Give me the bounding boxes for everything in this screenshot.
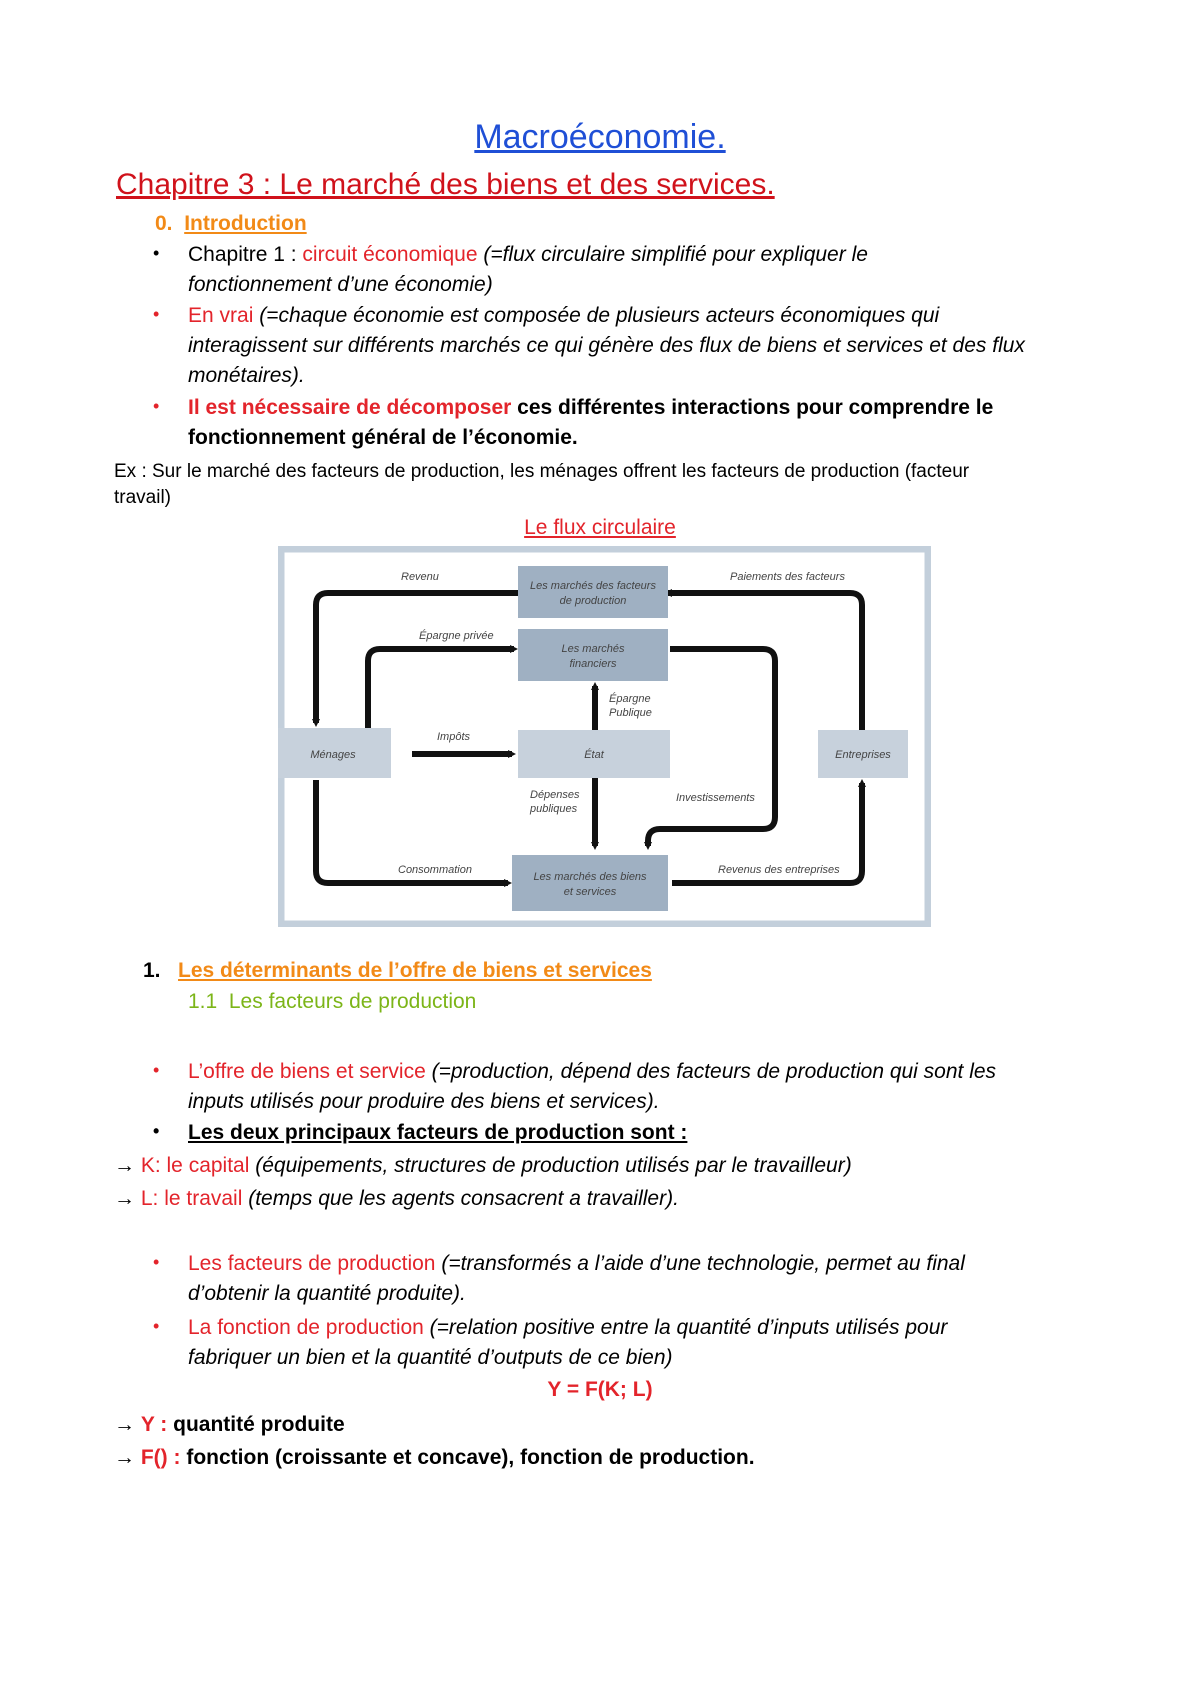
production-formula: Y = F(K; L) (547, 1378, 653, 1401)
label-revenus-entreprises: Revenus des entreprises (718, 864, 840, 876)
bullet-text: (=transformés a l’aide d’une technologie, permet au final (435, 1252, 965, 1275)
box-state (518, 730, 670, 778)
bullet-term: Les facteurs de production (188, 1252, 436, 1275)
intro-number: 0. (155, 212, 173, 235)
bullet-term: Il est nécessaire de décomposer (188, 396, 512, 419)
bullet-term: circuit économique (302, 243, 478, 266)
box-goods-markets (512, 855, 668, 911)
intro-bullet-3 (188, 393, 993, 453)
box-label: financiers (569, 658, 617, 670)
f-term: F() : (140, 1446, 181, 1469)
section1-heading-text: Les déterminants de l’offre de biens et services (178, 959, 652, 982)
box-label: de production (559, 595, 627, 607)
label-epargne-publique: Épargne (609, 693, 651, 705)
bullet-text: (=flux circulaire simplifié pour expliquer le (477, 243, 868, 266)
label-investissements: Investissements (676, 792, 755, 804)
arrow-icon: → (114, 1413, 141, 1436)
bullet-text: monétaires). (188, 364, 305, 387)
label-revenu: Revenu (401, 571, 439, 583)
box-label: Ménages (310, 749, 356, 761)
box-label: Les marchés des biens (533, 871, 647, 883)
bullet-text: fabriquer un bien et la quantité d’outputs de ce bien) (188, 1346, 673, 1369)
y-definition (114, 1410, 345, 1440)
arrow-icon: → (114, 1446, 141, 1469)
bullet-icon: • (153, 243, 160, 263)
box-firms (818, 730, 908, 778)
label-paiements: Paiements des facteurs (730, 571, 845, 583)
example-text: Ex : Sur le marché des facteurs de production, les ménages offrent les facteurs de production (facteur travail) (114, 461, 970, 508)
arrow-icon: → (114, 1154, 141, 1177)
label-impots: Impôts (437, 731, 471, 743)
bullet-icon: • (153, 304, 160, 324)
bullet-lead: Chapitre 1 : (188, 243, 303, 266)
box-label: Les marchés des facteurs (530, 580, 656, 592)
bullet-icon: • (153, 396, 160, 416)
bullet-icon: • (153, 1252, 160, 1272)
bullet-text: (=production, dépend des facteurs de production qui sont les (425, 1060, 997, 1083)
capital-line (114, 1151, 852, 1181)
label-depenses: Dépenses (530, 789, 580, 801)
box-households (278, 728, 391, 778)
bullet-text: fonctionnement général de l’économie. (188, 426, 578, 449)
section1-bullet-4 (188, 1313, 947, 1373)
chapter-title: Chapitre 3 : Le marché des biens et des services. (116, 168, 775, 201)
box-financial-markets (518, 629, 668, 681)
intro-bullet-2 (188, 301, 1025, 391)
bullet-text: (=chaque économie est composée de plusieurs acteurs économiques qui (253, 304, 940, 327)
subsection-number: 1.1 (188, 990, 218, 1013)
figure-caption: Le flux circulaire (524, 516, 676, 539)
box-label: État (584, 749, 604, 761)
intro-heading (155, 212, 307, 236)
label-consommation: Consommation (398, 864, 472, 876)
bullet-term: En vrai (188, 304, 254, 327)
section1-heading (143, 959, 652, 983)
bullet-text: (=relation positive entre la quantité d’inputs utilisés pour (423, 1316, 948, 1339)
label-epargne-privee: Épargne privée (419, 630, 494, 642)
bullet-text: ces différentes interactions pour comprendre le (511, 396, 994, 419)
box-factor-markets (518, 566, 668, 618)
intro-bullet-1 (188, 240, 868, 300)
section1-bullet-1 (188, 1057, 996, 1117)
bullet-term: La fonction de production (188, 1316, 424, 1339)
labor-line (114, 1184, 679, 1214)
box-label: et services (563, 886, 617, 898)
labor-term: L: le travail (140, 1187, 243, 1210)
section1-number: 1. (143, 959, 161, 982)
bullet-term: L’offre de biens et service (188, 1060, 426, 1083)
intro-heading-text: Introduction (184, 212, 307, 235)
arrow-icon: → (114, 1187, 141, 1210)
box-label: Entreprises (835, 749, 891, 761)
f-desc: fonction (croissante et concave), fonction de production. (180, 1446, 755, 1469)
bullet-text: d’obtenir la quantité produite). (188, 1282, 466, 1305)
bullet-icon: • (153, 1316, 160, 1336)
label-epargne-publique: Publique (609, 707, 652, 719)
labor-desc: (temps que les agents consacrent a travailler). (242, 1187, 679, 1210)
f-definition (114, 1443, 755, 1473)
y-desc: quantité produite (167, 1413, 345, 1436)
subsection-heading (188, 990, 476, 1014)
bullet-text: interagissent sur différents marchés ce qui génère des flux de biens et services et des flux (188, 334, 1025, 357)
capital-term: K: le capital (140, 1154, 250, 1177)
bullet-text: inputs utilisés pour produire des biens et services). (188, 1090, 660, 1113)
circular-flow-diagram (278, 546, 931, 927)
bullet-icon: • (153, 1121, 160, 1141)
subsection-heading-text: Les facteurs de production (228, 990, 477, 1013)
document-title: Macroéconomie. (474, 118, 726, 156)
section1-bullet-3 (188, 1249, 965, 1309)
bullet-text: fonctionnement d’une économie) (188, 273, 493, 296)
box-label: Les marchés (561, 643, 625, 655)
bullet-icon: • (153, 1060, 160, 1080)
capital-desc: (équipements, structures de production utilisés par le travailleur) (249, 1154, 852, 1177)
y-term: Y : (140, 1413, 168, 1436)
section1-bullet-2: Les deux principaux facteurs de production sont : (188, 1121, 688, 1144)
label-depenses: publiques (530, 803, 578, 815)
